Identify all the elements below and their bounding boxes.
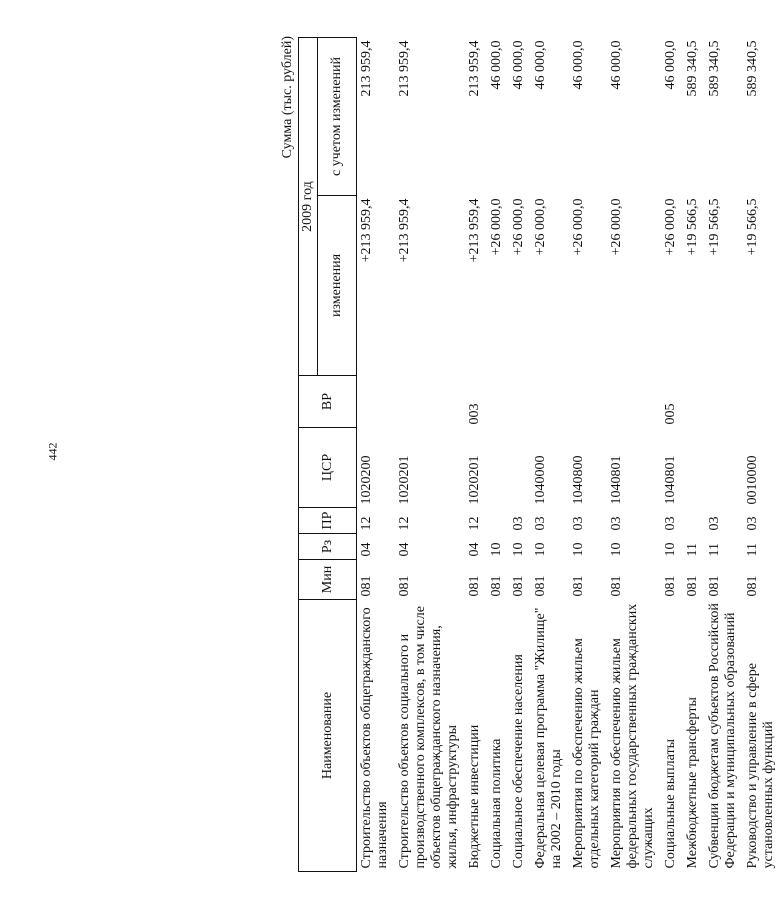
table-row	[607, 38, 661, 872]
table-row	[509, 38, 531, 872]
row-change: +19 566,5	[707, 198, 722, 256]
row-total: 213 959,4	[397, 40, 412, 97]
row-change: +26 000,0	[663, 198, 678, 256]
row-vr	[531, 376, 569, 428]
row-rz: 10	[489, 542, 504, 557]
row-name: Социальная политика	[489, 738, 504, 869]
row-rz: 10	[511, 542, 526, 557]
row-change: +26 000,0	[533, 198, 548, 256]
row-pr: 12	[359, 516, 374, 531]
row-change: +26 000,0	[511, 198, 526, 256]
header-with-changes: с учетом изменений	[318, 38, 357, 196]
units-caption: Сумма (тыс. рублей)	[280, 36, 295, 159]
row-csr	[683, 428, 705, 508]
row-csr: 1040801	[663, 455, 678, 505]
row-pr: 03	[745, 516, 760, 531]
table-row	[465, 38, 487, 872]
row-name: Социальное обеспечение населения	[511, 654, 526, 869]
header-rz: Рз	[299, 534, 357, 560]
row-change: +26 000,0	[571, 198, 586, 256]
row-change: +26 000,0	[609, 198, 624, 256]
header-min: Мин	[299, 560, 357, 600]
row-total: 589 340,5	[685, 40, 700, 97]
row-vr	[743, 376, 781, 428]
table-row	[569, 38, 607, 872]
row-min: 081	[571, 575, 586, 597]
row-pr: 12	[467, 516, 482, 531]
row-total: 46 000,0	[511, 40, 526, 90]
row-total: 213 959,4	[359, 40, 374, 97]
row-change: +19 566,5	[685, 198, 700, 256]
row-min: 081	[397, 575, 412, 597]
row-csr: 1020201	[397, 455, 412, 505]
row-rz: 10	[533, 542, 548, 557]
table-row	[357, 38, 396, 872]
row-csr: 1040801	[609, 455, 624, 505]
header-changes: изменения	[318, 196, 357, 376]
row-min: 081	[359, 575, 374, 597]
row-pr: 03	[663, 516, 678, 531]
row-change: +19 566,5	[745, 198, 760, 256]
row-name: Мероприятия по обеспечению жильем отдельных категорий граждан	[571, 638, 602, 869]
header-vr: ВР	[299, 376, 357, 428]
row-total: 46 000,0	[663, 40, 678, 90]
row-change: +213 959,4	[467, 198, 482, 263]
row-rz: 04	[467, 542, 482, 557]
row-pr: 03	[533, 516, 548, 531]
row-total: 46 000,0	[533, 40, 548, 90]
row-vr	[705, 376, 743, 428]
budget-table	[298, 37, 781, 872]
row-vr	[357, 376, 396, 428]
row-csr	[487, 428, 509, 508]
row-rz: 11	[745, 543, 760, 557]
row-total: 46 000,0	[609, 40, 624, 90]
row-total: 213 959,4	[467, 40, 482, 97]
row-vr	[683, 376, 705, 428]
row-min: 081	[511, 575, 526, 597]
row-vr	[395, 376, 465, 428]
row-pr: 03	[609, 516, 624, 531]
row-csr: 1040000	[533, 455, 548, 505]
row-total: 589 340,5	[707, 40, 722, 97]
row-csr: 1040800	[571, 455, 586, 505]
row-rz: 11	[685, 543, 700, 557]
row-total: 46 000,0	[571, 40, 586, 90]
table-row	[743, 38, 781, 872]
row-pr: 12	[397, 516, 412, 531]
row-total: 46 000,0	[489, 40, 504, 90]
row-change: +213 959,4	[359, 198, 374, 263]
row-name: Субвенции бюджетам субъектов Российской Федерации и муниципальных образований	[707, 603, 738, 869]
row-vr: 005	[663, 403, 678, 425]
row-pr: 03	[511, 516, 526, 531]
row-pr	[683, 508, 705, 534]
row-min: 081	[489, 575, 504, 597]
table-row	[661, 38, 683, 872]
row-csr	[509, 428, 531, 508]
row-min: 081	[663, 575, 678, 597]
row-name: Руководство и управление в сфере установленных функций	[745, 663, 776, 869]
row-name: Мероприятия по обеспечению жильем федеральных государственных гражданских служащих	[609, 603, 656, 869]
row-min: 081	[707, 575, 722, 597]
row-vr: 003	[467, 403, 482, 425]
row-csr	[705, 428, 743, 508]
row-min: 081	[533, 575, 548, 597]
row-name: Межбюджетные трансферты	[685, 697, 700, 869]
row-change: +213 959,4	[397, 198, 412, 263]
row-total: 589 340,5	[745, 40, 760, 97]
row-min: 081	[685, 575, 700, 597]
row-name: Бюджетные инвестиции	[467, 724, 482, 869]
row-name: Федеральная целевая программа "Жилище" на 2002 – 2010 годы	[533, 607, 564, 869]
header-year: 2009 год	[299, 38, 318, 376]
row-csr: 0010000	[745, 455, 760, 505]
row-min: 081	[745, 575, 760, 597]
row-name: Строительство объектов общегражданского назначения	[359, 607, 390, 869]
header-pr: ПР	[299, 508, 357, 534]
row-rz: 11	[707, 543, 722, 557]
row-min: 081	[467, 575, 482, 597]
page-number: 442	[45, 442, 60, 461]
row-name: Социальные выплаты	[663, 738, 678, 869]
rotated-page	[280, 32, 776, 872]
table-body	[357, 38, 781, 872]
header-name: Наименование	[299, 600, 357, 872]
table-row	[487, 38, 509, 872]
row-vr	[509, 376, 531, 428]
row-rz: 10	[663, 542, 678, 557]
row-name: Строительство объектов социального и производственного комплексов, в том числе объектов общегражданского назначения, жилья, инфраструктуры	[397, 606, 460, 869]
row-pr: 03	[571, 516, 586, 531]
table-row	[395, 38, 465, 872]
row-pr: 03	[707, 516, 722, 531]
row-rz: 10	[609, 542, 624, 557]
table-row	[705, 38, 743, 872]
row-csr: 1020201	[467, 455, 482, 505]
row-change: +26 000,0	[489, 198, 504, 256]
row-min: 081	[609, 575, 624, 597]
table-row	[531, 38, 569, 872]
row-rz: 04	[359, 542, 374, 557]
table-row	[683, 38, 705, 872]
row-rz: 10	[571, 542, 586, 557]
row-csr: 1020200	[359, 455, 374, 505]
header-csr: ЦСР	[299, 428, 357, 508]
row-vr	[607, 376, 661, 428]
row-pr	[487, 508, 509, 534]
row-rz: 04	[397, 542, 412, 557]
row-vr	[487, 376, 509, 428]
row-vr	[569, 376, 607, 428]
